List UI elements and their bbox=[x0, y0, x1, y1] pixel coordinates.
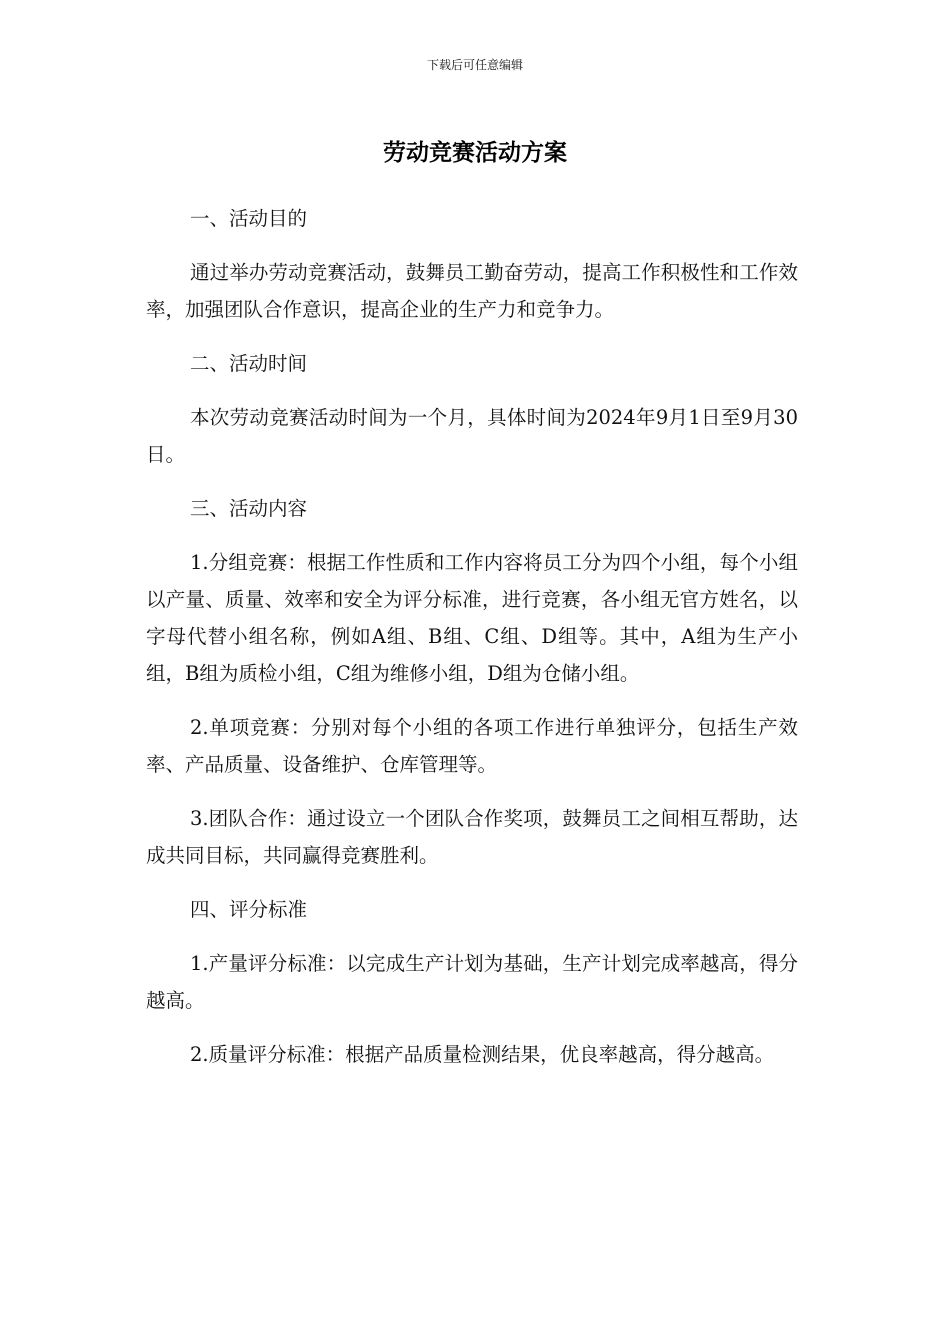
paragraph-quality-scoring: 2.质量评分标准：根据产品质量检测结果，优良率越高，得分越高。 bbox=[190, 1043, 775, 1066]
paragraph-teamwork: 3.团队合作：通过设立一个团队合作奖项，鼓舞员工之间相互帮助，达成共同目标，共同赢得竞赛胜利。 bbox=[146, 807, 798, 867]
section-heading-content: 三、活动内容 bbox=[190, 497, 308, 520]
document-body bbox=[146, 200, 798, 1090]
paragraph-output-scoring: 1.产量评分标准：以完成生产计划为基础，生产计划完成率越高，得分越高。 bbox=[146, 952, 798, 1012]
header-note: 下载后可任意编辑 bbox=[426, 58, 523, 72]
section-heading-scoring: 四、评分标准 bbox=[190, 898, 308, 921]
section-heading-time: 二、活动时间 bbox=[190, 352, 308, 375]
paragraph-single-competition: 2.单项竞赛：分别对每个小组的各项工作进行单独评分，包括生产效率、产品质量、设备维护、仓库管理等。 bbox=[146, 716, 798, 776]
paragraph-time: 本次劳动竞赛活动时间为一个月，具体时间为2024年9月1日至9月30日。 bbox=[146, 406, 798, 466]
document-title: 劳动竞赛活动方案 bbox=[383, 140, 567, 166]
paragraph-group-competition: 1.分组竞赛：根据工作性质和工作内容将员工分为四个小组，每个小组以产量、质量、效率和安全为评分标准，进行竞赛，各小组无官方姓名，以字母代替小组名称，例如A组、B组、C组、D组等。其中，A组为生产小组，B组为质检小组，C组为维修小组，D组为仓储小组。 bbox=[146, 551, 798, 685]
section-heading-purpose: 一、活动目的 bbox=[190, 207, 308, 230]
paragraph-purpose: 通过举办劳动竞赛活动，鼓舞员工勤奋劳动，提高工作积极性和工作效率，加强团队合作意识，提高企业的生产力和竞争力。 bbox=[146, 261, 798, 321]
